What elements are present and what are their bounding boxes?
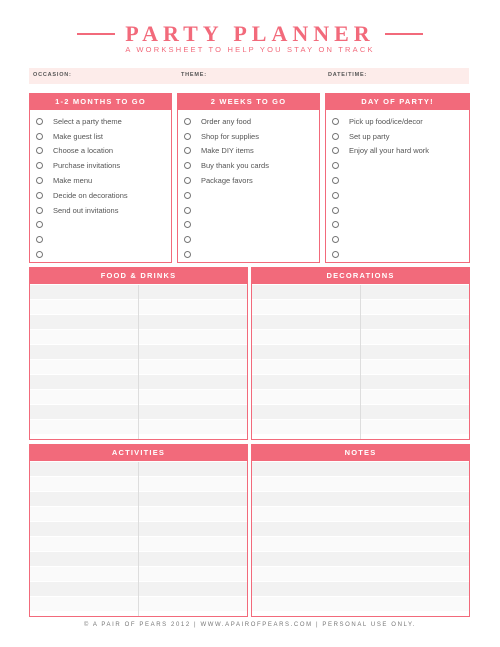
title-row bbox=[0, 20, 500, 48]
checkbox-circle-icon[interactable] bbox=[36, 236, 43, 243]
checklist-item-label: Select a party theme bbox=[53, 116, 122, 126]
checkbox-circle-icon[interactable] bbox=[332, 207, 339, 214]
checklist-weeks bbox=[177, 93, 320, 263]
checklist-item bbox=[184, 247, 315, 262]
section-heading: NOTES bbox=[252, 445, 469, 461]
column-divider bbox=[138, 462, 139, 616]
checkbox-circle-icon[interactable] bbox=[332, 251, 339, 258]
ruled-row[interactable] bbox=[252, 567, 469, 582]
decorations-section bbox=[251, 267, 470, 440]
checklist-item bbox=[332, 173, 465, 188]
checklist-item bbox=[332, 218, 465, 233]
checklist-item bbox=[184, 158, 315, 173]
ruled-row[interactable] bbox=[252, 492, 469, 507]
checkbox-circle-icon[interactable] bbox=[184, 177, 191, 184]
checkbox-circle-icon[interactable] bbox=[36, 251, 43, 258]
notes-section bbox=[251, 444, 470, 617]
checklist-item bbox=[36, 129, 167, 144]
checklist-item bbox=[184, 218, 315, 233]
datetime-label: DATE/TIME: bbox=[328, 72, 368, 78]
checklist-item bbox=[184, 232, 315, 247]
checklist-item bbox=[36, 114, 167, 129]
activities-section bbox=[29, 444, 248, 617]
checkbox-circle-icon[interactable] bbox=[184, 133, 191, 140]
checklist-item bbox=[184, 144, 315, 159]
checklist-item-label: Purchase invitations bbox=[53, 161, 121, 171]
checklist-item-label: Choose a location bbox=[53, 146, 114, 156]
checklist-item bbox=[36, 173, 167, 188]
checkbox-circle-icon[interactable] bbox=[332, 221, 339, 228]
checkbox-circle-icon[interactable] bbox=[332, 147, 339, 154]
checklist-item-label: Set up party bbox=[349, 131, 390, 141]
checklist-item bbox=[332, 247, 465, 262]
column-divider bbox=[360, 285, 361, 439]
checkbox-circle-icon[interactable] bbox=[184, 221, 191, 228]
ruled-row[interactable] bbox=[252, 462, 469, 477]
checkbox-circle-icon[interactable] bbox=[332, 118, 339, 125]
checkbox-circle-icon[interactable] bbox=[36, 133, 43, 140]
checklist-item bbox=[36, 203, 167, 218]
ruled-row[interactable] bbox=[252, 552, 469, 567]
checklist-item-label: Enjoy all your hard work bbox=[349, 146, 430, 156]
checkbox-circle-icon[interactable] bbox=[36, 162, 43, 169]
ruled-row[interactable] bbox=[252, 582, 469, 597]
checkbox-circle-icon[interactable] bbox=[184, 251, 191, 258]
checkbox-circle-icon[interactable] bbox=[36, 118, 43, 125]
checklist-item-label: Send out invitations bbox=[53, 205, 119, 215]
checklist-item-label: Shop for supplies bbox=[201, 131, 259, 141]
checklist-item-label: Package favors bbox=[201, 176, 253, 186]
checklist-item bbox=[184, 114, 315, 129]
checkbox-circle-icon[interactable] bbox=[184, 236, 191, 243]
checkbox-circle-icon[interactable] bbox=[36, 147, 43, 154]
checkbox-circle-icon[interactable] bbox=[184, 192, 191, 199]
checkbox-circle-icon[interactable] bbox=[36, 207, 43, 214]
checklist-item-label: Decide on decorations bbox=[53, 190, 128, 200]
checkbox-circle-icon[interactable] bbox=[184, 162, 191, 169]
checklist-item bbox=[332, 144, 465, 159]
checkbox-circle-icon[interactable] bbox=[332, 192, 339, 199]
checkbox-circle-icon[interactable] bbox=[184, 147, 191, 154]
checklist-item bbox=[36, 247, 167, 262]
checklist-item bbox=[36, 144, 167, 159]
checklist-item bbox=[332, 114, 465, 129]
checklist-heading: DAY OF PARTY! bbox=[326, 94, 469, 110]
checklist-months bbox=[29, 93, 172, 263]
checklist-item bbox=[184, 188, 315, 203]
section-heading: FOOD & DRINKS bbox=[30, 268, 247, 284]
checklist-item bbox=[332, 232, 465, 247]
ruled-row[interactable] bbox=[252, 477, 469, 492]
checklist-item-label: Order any food bbox=[201, 116, 252, 126]
column-divider bbox=[138, 285, 139, 439]
checkbox-circle-icon[interactable] bbox=[184, 118, 191, 125]
checkbox-circle-icon[interactable] bbox=[332, 133, 339, 140]
checkbox-circle-icon[interactable] bbox=[36, 177, 43, 184]
checkbox-circle-icon[interactable] bbox=[332, 236, 339, 243]
checklist-item bbox=[332, 129, 465, 144]
ruled-row[interactable] bbox=[252, 537, 469, 552]
checklist-item bbox=[184, 129, 315, 144]
checklist-item bbox=[184, 203, 315, 218]
checklist-day-of bbox=[325, 93, 470, 263]
checklist-item-label: Buy thank you cards bbox=[201, 161, 269, 171]
checkbox-circle-icon[interactable] bbox=[332, 162, 339, 169]
checklist-heading: 1-2 MONTHS TO GO bbox=[30, 94, 171, 110]
page-subtitle: A WORKSHEET TO HELP YOU STAY ON TRACK bbox=[125, 45, 375, 54]
checklist-item bbox=[36, 158, 167, 173]
theme-label: THEME: bbox=[181, 72, 207, 78]
checklist-item-label: Make DIY items bbox=[201, 146, 254, 156]
checklist-item bbox=[36, 218, 167, 233]
page-title: PARTY PLANNER bbox=[125, 21, 375, 46]
info-bar[interactable] bbox=[29, 68, 469, 84]
checkbox-circle-icon[interactable] bbox=[332, 177, 339, 184]
food-drinks-section bbox=[29, 267, 248, 440]
checklist-item bbox=[36, 188, 167, 203]
checklist-item bbox=[36, 232, 167, 247]
checklist-item bbox=[332, 158, 465, 173]
checklist-item-label: Make menu bbox=[53, 176, 93, 186]
ruled-row[interactable] bbox=[252, 597, 469, 612]
occasion-label: OCCASION: bbox=[33, 72, 72, 78]
title-rule-right bbox=[385, 33, 423, 35]
checkbox-circle-icon[interactable] bbox=[36, 221, 43, 228]
checklist-heading: 2 WEEKS TO GO bbox=[178, 94, 319, 110]
footer-credit: © A PAIR OF PEARS 2012 | WWW.APAIROFPEARS.COM | PERSONAL USE ONLY. bbox=[83, 622, 417, 628]
ruled-row[interactable] bbox=[252, 507, 469, 522]
checklist-item bbox=[332, 188, 465, 203]
ruled-row[interactable] bbox=[252, 522, 469, 537]
checklist-item-label: Pick up food/ice/decor bbox=[349, 116, 423, 126]
title-rule-left bbox=[77, 33, 115, 35]
section-heading: DECORATIONS bbox=[252, 268, 469, 284]
checklist-item bbox=[184, 173, 315, 188]
checkbox-circle-icon[interactable] bbox=[184, 207, 191, 214]
checklist-item bbox=[332, 203, 465, 218]
section-heading: ACTIVITIES bbox=[30, 445, 247, 461]
checklist-item-label: Make guest list bbox=[53, 131, 104, 141]
ruled-rows[interactable] bbox=[252, 462, 469, 612]
checkbox-circle-icon[interactable] bbox=[36, 192, 43, 199]
